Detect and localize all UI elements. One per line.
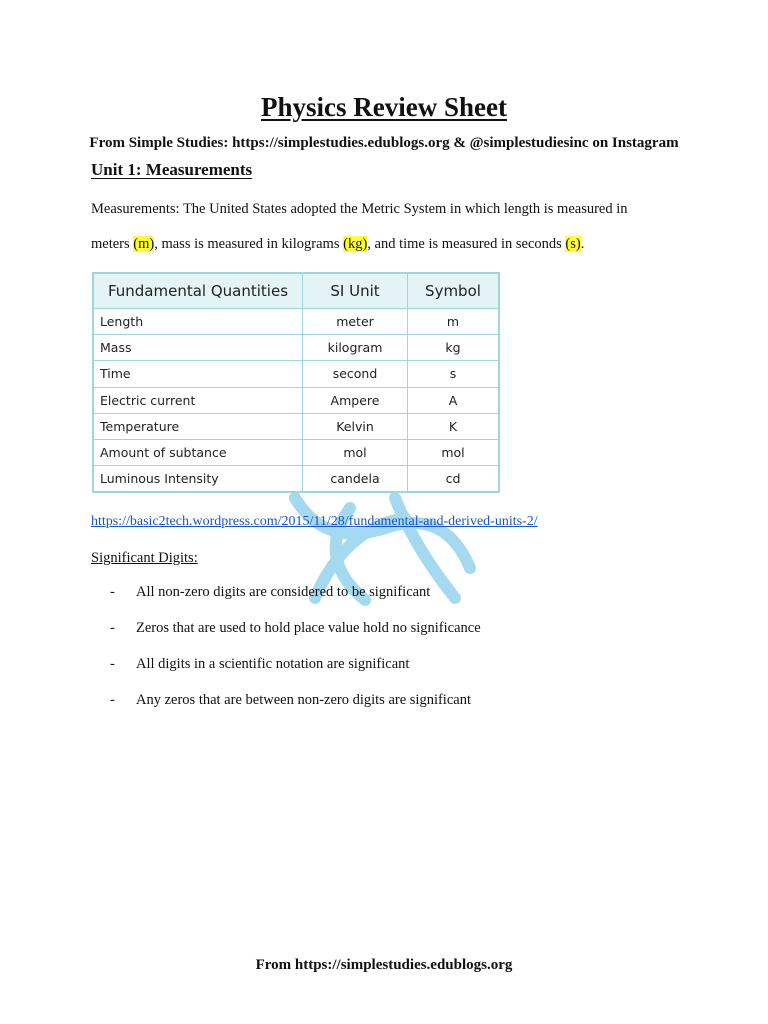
significant-digits-heading: Significant Digits: bbox=[91, 550, 198, 566]
si-units-table bbox=[92, 272, 500, 493]
intro-line-2 bbox=[91, 236, 691, 253]
table-row bbox=[94, 335, 499, 361]
table-cell: cd bbox=[408, 466, 499, 492]
table-cell: m bbox=[408, 309, 499, 335]
table-cell: s bbox=[408, 361, 499, 387]
table-cell: Luminous Intensity bbox=[94, 466, 303, 492]
list-item-text: All digits in a scientific notation are significant bbox=[136, 656, 410, 672]
intro-text: meters bbox=[91, 236, 134, 252]
table-cell: kilogram bbox=[303, 335, 408, 361]
table-row bbox=[94, 387, 499, 413]
list-item-text: Zeros that are used to hold place value hold no significance bbox=[136, 620, 481, 636]
table-row bbox=[94, 466, 499, 492]
highlight-kilograms: (kg) bbox=[343, 236, 368, 252]
table-cell: candela bbox=[303, 466, 408, 492]
page-title: Physics Review Sheet bbox=[261, 92, 507, 122]
intro-text: , and time is measured in seconds bbox=[367, 236, 566, 252]
list-item-text: Any zeros that are between non-zero digits are significant bbox=[136, 692, 471, 708]
reference-link[interactable]: https://basic2tech.wordpress.com/2015/11/28/fundamental-and-derived-units-2/ bbox=[91, 514, 538, 529]
dash-bullet: - bbox=[110, 656, 115, 672]
intro-text: , mass is measured in kilograms bbox=[154, 236, 344, 252]
table-cell: K bbox=[408, 413, 499, 439]
column-header: Symbol bbox=[408, 274, 499, 309]
table-row bbox=[94, 439, 499, 465]
dash-bullet: - bbox=[110, 584, 115, 600]
page-footer: From https://simplestudies.edublogs.org bbox=[255, 957, 513, 973]
column-header: Fundamental Quantities bbox=[94, 274, 303, 309]
table-cell: Time bbox=[94, 361, 303, 387]
table-cell: Ampere bbox=[303, 387, 408, 413]
table-cell: mol bbox=[408, 439, 499, 465]
table-row bbox=[94, 361, 499, 387]
table-row bbox=[94, 413, 499, 439]
highlight-meters: (m) bbox=[133, 236, 155, 252]
intro-text: . bbox=[580, 236, 585, 252]
table-cell: Amount of subtance bbox=[94, 439, 303, 465]
column-header: SI Unit bbox=[303, 274, 408, 309]
significant-digits-list bbox=[110, 584, 481, 728]
intro-line-1: Measurements: The United States adopted the Metric System in which length is measured in bbox=[91, 201, 628, 217]
dash-bullet: - bbox=[110, 620, 115, 636]
table-cell: Mass bbox=[94, 335, 303, 361]
table-cell: Temperature bbox=[94, 413, 303, 439]
table-cell: second bbox=[303, 361, 408, 387]
table-cell: mol bbox=[303, 439, 408, 465]
table-cell: kg bbox=[408, 335, 499, 361]
list-item-text: All non-zero digits are considered to be significant bbox=[136, 584, 431, 600]
table-row bbox=[94, 309, 499, 335]
list-item bbox=[110, 620, 481, 656]
list-item bbox=[110, 656, 481, 692]
si-table bbox=[93, 273, 499, 492]
dash-bullet: - bbox=[110, 692, 115, 708]
table-header-row bbox=[94, 274, 499, 309]
table-cell: meter bbox=[303, 309, 408, 335]
unit-heading: Unit 1: Measurements bbox=[91, 160, 253, 179]
table-cell: Kelvin bbox=[303, 413, 408, 439]
list-item bbox=[110, 584, 481, 620]
table-cell: A bbox=[408, 387, 499, 413]
list-item bbox=[110, 692, 481, 728]
table-cell: Length bbox=[94, 309, 303, 335]
table-cell: Electric current bbox=[94, 387, 303, 413]
source-line: From Simple Studies: https://simplestudies.edublogs.org & @simplestudiesinc on Instagram bbox=[89, 135, 679, 151]
highlight-seconds: (s) bbox=[565, 236, 581, 252]
